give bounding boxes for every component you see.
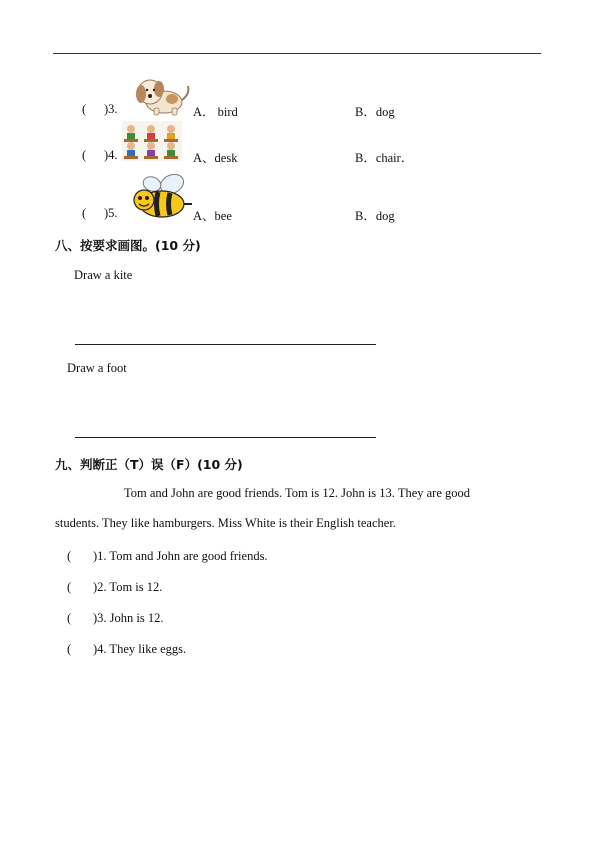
section-8-heading: 八、按要求画图。(10 分) bbox=[55, 238, 201, 253]
option-a-5: A、bee bbox=[193, 209, 232, 223]
draw-foot-prompt: Draw a foot bbox=[67, 361, 127, 375]
option-a-3: A． bird bbox=[193, 105, 238, 119]
question-number-3: )3. bbox=[104, 102, 118, 116]
statement-2: )2. Tom is 12. bbox=[93, 580, 163, 594]
statement-paren-2: ( bbox=[67, 580, 72, 594]
draw-kite-prompt: Draw a kite bbox=[74, 268, 133, 282]
statement-4: )4. They like eggs. bbox=[93, 642, 187, 656]
classroom-picture bbox=[122, 121, 182, 161]
answer-paren-3: ( bbox=[82, 102, 87, 116]
bee-picture bbox=[128, 170, 196, 222]
option-b-3: B．dog bbox=[355, 105, 395, 119]
statement-paren-4: ( bbox=[67, 642, 72, 656]
statement-1: )1. Tom and John are good friends. bbox=[93, 549, 268, 563]
statement-paren-3: ( bbox=[67, 611, 72, 625]
kite-drawing-line bbox=[75, 344, 376, 345]
statement-3: )3. John is 12. bbox=[93, 611, 164, 625]
answer-paren-4: ( bbox=[82, 148, 87, 162]
puppy-picture bbox=[128, 72, 196, 118]
foot-drawing-line bbox=[75, 437, 376, 438]
option-b-5: B．dog bbox=[355, 209, 395, 223]
section-9-heading: 九、判断正（T）误（F）(10 分) bbox=[55, 457, 243, 472]
passage-line-1: Tom and John are good friends. Tom is 12. John is 13. They are good bbox=[124, 486, 471, 500]
header-rule bbox=[53, 53, 541, 54]
answer-paren-5: ( bbox=[82, 206, 87, 220]
passage-line-2: students. They like hamburgers. Miss White is their English teacher. bbox=[55, 516, 396, 530]
option-b-4: B．chair． bbox=[355, 151, 414, 165]
statement-paren-1: ( bbox=[67, 549, 72, 563]
question-number-5: )5. bbox=[104, 206, 118, 220]
question-number-4: )4. bbox=[104, 148, 118, 162]
option-a-4: A、desk bbox=[193, 151, 238, 165]
